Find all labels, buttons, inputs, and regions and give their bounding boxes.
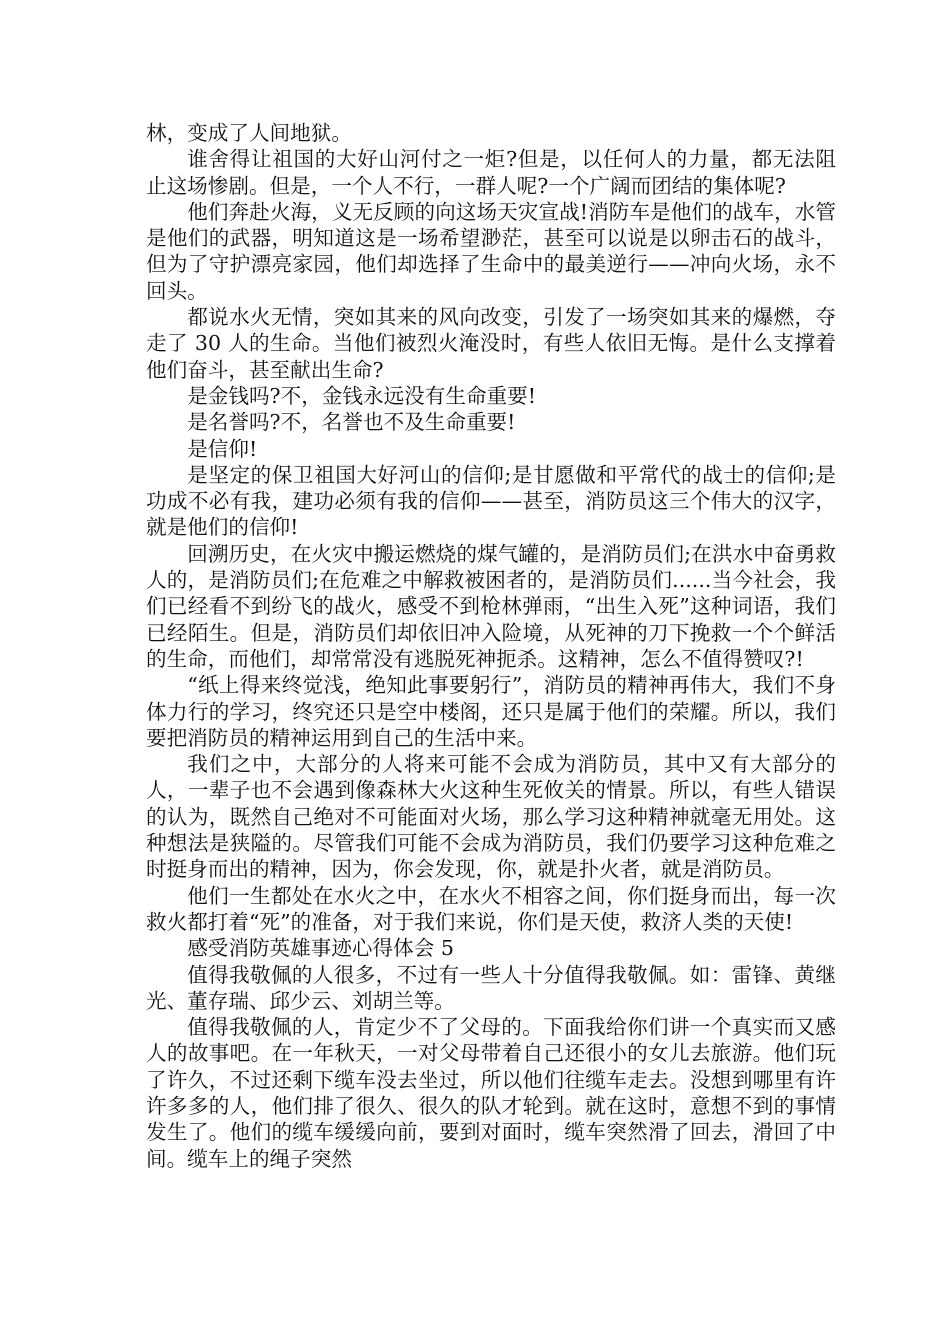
paragraph-11: 我们之中，大部分的人将来可能不会成为消防员，其中又有大部分的人，一辈子也不会遇到像森林大火这种生死攸关的情景。所以，有些人错误的认为，既然自己绝对不可能面对火场，那么学习这种精神就毫无用处。这种想法是狭隘的。尽管我们可能不会成为消防员，我们仍要学习这种危难之时挺身而出的精神，因为，你会发现，你，就是扑火者，就是消防员。 (146, 752, 836, 882)
paragraph-3: 他们奔赴火海，义无反顾的向这场天灾宣战!消防车是他们的战车，水管是他们的武器，明知道这是一场希望渺茫，甚至可以说是以卵击石的战斗，但为了守护漂亮家园，他们却选择了生命中的最美逆行——冲向火场，永不回头。 (146, 199, 836, 303)
paragraph-14: 值得我敬佩的人很多，不过有一些人十分值得我敬佩。如：雷锋、黄继光、董存瑞、邱少云、刘胡兰等。 (146, 962, 836, 1013)
paragraph-7: 是信仰! (187, 436, 258, 461)
paragraph-9: 回溯历史，在火灾中搬运燃烧的煤气罐的，是消防员们;在洪水中奋勇救人的，是消防员们;在危难之中解救被困者的，是消防员们......当今社会，我们已经看不到纷飞的战火，感受不到枪林弹雨，“出生入死”这种词语，我们已经陌生。但是，消防员们却依旧冲入险境，从死神的刀下挽救一个个鲜活的生命，而他们，却常常没有逃脱死神扼杀。这精神，怎么不值得赞叹?! (146, 541, 836, 671)
paragraph-8: 是坚定的保卫祖国大好河山的信仰;是甘愿做和平常代的战士的信仰;是功成不必有我，建功必须有我的信仰——甚至，消防员这三个伟大的汉字，就是他们的信仰! (146, 462, 836, 540)
paragraph-2: 谁舍得让祖国的大好山河付之一炬?但是，以任何人的力量，都无法阻止这场惨剧。但是，一个人不行，一群人呢?一个广阔而团结的集体呢? (146, 147, 836, 198)
paragraph-10: “纸上得来终觉浅，绝知此事要躬行”，消防员的精神再伟大，我们不身体力行的学习，终究还只是空中楼阁，还只是属于他们的荣耀。所以，我们要把消防员的精神运用到自己的生活中来。 (146, 673, 836, 750)
paragraph-1: 林，变成了人间地狱。 (146, 121, 352, 145)
paragraph-12: 他们一生都处在水火之中，在水火不相容之间，你们挺身而出，每一次救火都打着“死”的准备，对于我们来说，你们是天使，救济人类的天使! (146, 883, 836, 934)
paragraph-5: 是金钱吗?不，金钱永远没有生命重要! (187, 383, 537, 408)
paragraph-6: 是名誉吗?不，名誉也不及生命重要! (187, 410, 516, 435)
paragraph-15: 值得我敬佩的人，肯定少不了父母的。下面我给你们讲一个真实而又感人的故事吧。在一年秋天，一对父母带着自己还很小的女儿去旅游。他们玩了许久，不过还剩下缆车没去坐过，所以他们往缆车走去。没想到哪里有许许多多的人，他们排了很久、很久的队才轮到。就在这时，意想不到的事情发生了。他们的缆车缓缓向前，要到对面时，缆车突然滑了回去，滑回了中间。缆车上的绳子突然 (146, 1015, 836, 1171)
document-body (146, 120, 836, 1172)
section-heading: 感受消防英雄事迹心得体会 5 (187, 936, 454, 961)
paragraph-4: 都说水火无情，突如其来的风向改变，引发了一场突如其来的爆燃，夺走了 30 人的生命。当他们被烈火淹没时，有些人依旧无悔。是什么支撑着他们奋斗，甚至献出生命? (146, 305, 836, 382)
